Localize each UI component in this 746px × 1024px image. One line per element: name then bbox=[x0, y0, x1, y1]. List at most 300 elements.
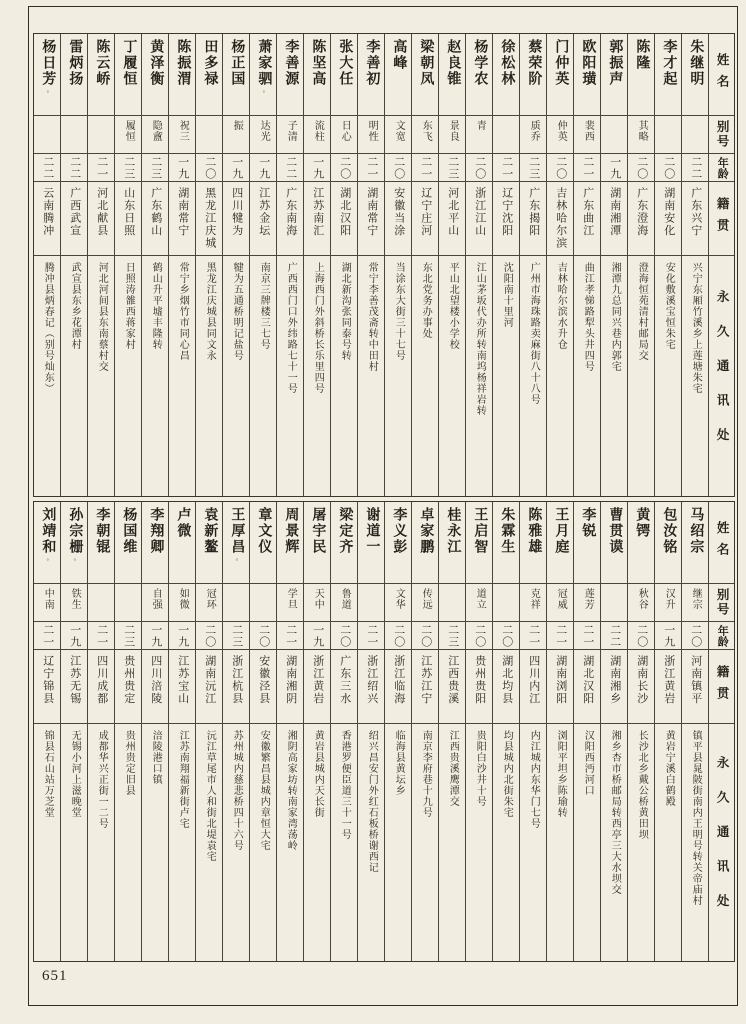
person-name: 陈隆 bbox=[634, 39, 650, 71]
person-column bbox=[519, 34, 546, 496]
name-cell bbox=[547, 34, 573, 116]
alias-cell bbox=[34, 116, 60, 154]
person-column bbox=[303, 34, 330, 496]
alias-cell bbox=[34, 584, 60, 622]
person-age: 二三 bbox=[122, 623, 135, 648]
alias-cell bbox=[277, 116, 303, 154]
person-age: 二一 bbox=[284, 623, 297, 648]
address-cell bbox=[277, 724, 303, 961]
person-name: 陈云峤 bbox=[94, 39, 110, 87]
person-age: 二〇 bbox=[635, 623, 648, 648]
age-cell bbox=[250, 154, 276, 182]
person-age: 二一 bbox=[365, 155, 378, 180]
native-place-cell bbox=[412, 650, 438, 724]
person-alias: 冠环 bbox=[204, 588, 216, 610]
age-cell bbox=[331, 622, 357, 650]
person-age: 二二 bbox=[284, 155, 297, 180]
person-age: 二〇 bbox=[419, 623, 432, 648]
native-place-cell bbox=[331, 182, 357, 256]
name-cell bbox=[250, 502, 276, 584]
person-address: 上海西门外斜桥长乐里四号 bbox=[312, 262, 324, 394]
age-cell bbox=[466, 154, 492, 182]
person-age: 二一 bbox=[365, 623, 378, 648]
person-address: 武宣县东乡花潭村 bbox=[69, 262, 81, 350]
person-column bbox=[303, 502, 330, 961]
person-column bbox=[114, 502, 141, 961]
person-column bbox=[411, 502, 438, 961]
person-name: 梁朝凤 bbox=[418, 39, 434, 87]
name-cell bbox=[493, 34, 519, 116]
footnote-mark-icon: ◦ bbox=[43, 555, 53, 564]
native-place-cell bbox=[304, 182, 330, 256]
native-place-cell bbox=[547, 650, 573, 724]
address-cell bbox=[196, 256, 222, 496]
alias-cell bbox=[88, 584, 114, 622]
address-cell bbox=[682, 724, 708, 961]
person-native-place: 江苏金坛 bbox=[257, 187, 270, 237]
person-native-place: 江西贵溪 bbox=[446, 655, 459, 705]
person-address: 临海县黄坛乡 bbox=[393, 730, 405, 796]
native-place-cell bbox=[385, 182, 411, 256]
name-cell bbox=[169, 34, 195, 116]
alias-cell bbox=[331, 584, 357, 622]
person-address: 湘阴高家坊转南家湾荡岭 bbox=[285, 730, 297, 851]
person-age: 二一 bbox=[95, 155, 108, 180]
native-place-cell bbox=[412, 182, 438, 256]
person-age: 二二 bbox=[68, 155, 81, 180]
name-cell bbox=[61, 34, 87, 116]
person-native-place: 四川涪陵 bbox=[149, 655, 162, 705]
footnote-mark-icon: ◦ bbox=[259, 87, 269, 96]
person-native-place: 山东日照 bbox=[122, 187, 135, 237]
alias-cell bbox=[412, 116, 438, 154]
person-alias: 振 bbox=[231, 120, 243, 131]
header-name-label: 姓名 bbox=[715, 521, 730, 564]
person-native-place: 贵州贵定 bbox=[122, 655, 135, 705]
address-cell bbox=[655, 724, 681, 961]
age-cell bbox=[385, 622, 411, 650]
alias-cell bbox=[250, 116, 276, 154]
person-column bbox=[573, 502, 600, 961]
age-cell bbox=[574, 622, 600, 650]
person-address: 沈阳南十里河 bbox=[501, 262, 513, 328]
person-alias: 流柱 bbox=[312, 120, 324, 142]
age-cell bbox=[250, 622, 276, 650]
person-name: 袁新鳌 bbox=[202, 507, 218, 555]
native-place-cell bbox=[169, 182, 195, 256]
alias-cell bbox=[466, 116, 492, 154]
person-column bbox=[330, 502, 357, 961]
header-address-label: 永久通讯处 bbox=[715, 756, 730, 929]
alias-cell bbox=[223, 116, 249, 154]
person-native-place: 湖北汉阳 bbox=[581, 655, 594, 705]
native-place-cell bbox=[358, 650, 384, 724]
person-name: 赵良锥 bbox=[445, 39, 461, 87]
age-cell bbox=[142, 154, 168, 182]
person-age: 二〇 bbox=[203, 155, 216, 180]
age-cell bbox=[628, 622, 654, 650]
alias-cell bbox=[547, 116, 573, 154]
person-alias: 子清 bbox=[285, 120, 297, 142]
person-name: 高峰 bbox=[391, 39, 407, 71]
native-place-cell bbox=[628, 650, 654, 724]
person-address: 内江城内东华门七号 bbox=[528, 730, 540, 829]
person-column bbox=[492, 34, 519, 496]
age-cell bbox=[601, 622, 627, 650]
person-native-place: 湖南长沙 bbox=[635, 655, 648, 705]
name-cell bbox=[574, 502, 600, 584]
native-place-cell bbox=[223, 650, 249, 724]
address-cell bbox=[439, 256, 465, 496]
name-cell bbox=[358, 34, 384, 116]
alias-cell bbox=[385, 584, 411, 622]
person-name: 陈雅雄 bbox=[526, 507, 542, 555]
person-native-place: 安徽当涂 bbox=[392, 187, 405, 237]
person-column bbox=[384, 34, 411, 496]
person-column bbox=[573, 34, 600, 496]
person-age: 二〇 bbox=[473, 155, 486, 180]
name-cell bbox=[304, 502, 330, 584]
native-place-cell bbox=[61, 650, 87, 724]
name-cell bbox=[115, 502, 141, 584]
directory-table-top bbox=[33, 33, 735, 497]
person-native-place: 广东曲江 bbox=[581, 187, 594, 237]
person-name: 徐松林 bbox=[499, 39, 515, 87]
person-column bbox=[34, 34, 60, 496]
address-cell bbox=[385, 724, 411, 961]
address-cell bbox=[34, 724, 60, 961]
person-native-place: 广西武宣 bbox=[68, 187, 81, 237]
person-address: 南京李府巷十九号 bbox=[420, 730, 432, 818]
native-place-cell bbox=[493, 182, 519, 256]
person-alias: 学旦 bbox=[285, 588, 297, 610]
name-cell bbox=[601, 34, 627, 116]
header-native-label: 籍贯 bbox=[715, 665, 730, 708]
person-age: 二一 bbox=[554, 623, 567, 648]
person-column bbox=[141, 34, 168, 496]
person-name: 蔡荣阶 bbox=[526, 39, 542, 87]
native-place-cell bbox=[115, 182, 141, 256]
address-cell bbox=[628, 724, 654, 961]
header-column bbox=[708, 34, 734, 496]
address-cell bbox=[61, 724, 87, 961]
person-address: 南京三牌楼三七号 bbox=[258, 262, 270, 350]
age-cell bbox=[439, 622, 465, 650]
address-cell bbox=[628, 256, 654, 496]
person-age: 二一 bbox=[500, 155, 513, 180]
person-age: 一九 bbox=[608, 155, 621, 180]
alias-cell bbox=[142, 584, 168, 622]
person-column bbox=[249, 34, 276, 496]
name-cell bbox=[655, 34, 681, 116]
person-address: 长沙北乡戴公桥黄田坝 bbox=[636, 730, 648, 840]
person-column bbox=[168, 34, 195, 496]
person-name: 王月庭 bbox=[553, 507, 569, 555]
person-name: 杨正国 bbox=[229, 39, 245, 87]
person-address: 沅江草尾市人和街北堤袁宅 bbox=[204, 730, 216, 862]
person-address: 河北河间县东南蔡村交 bbox=[96, 262, 108, 372]
address-cell bbox=[412, 256, 438, 496]
name-cell bbox=[34, 34, 60, 116]
person-age: 一九 bbox=[176, 155, 189, 180]
alias-cell bbox=[493, 116, 519, 154]
person-age: 二一 bbox=[41, 623, 54, 648]
address-cell bbox=[304, 724, 330, 961]
person-name: 桂永江 bbox=[445, 507, 461, 555]
person-name: 卓家鹏 bbox=[418, 507, 434, 555]
alias-cell bbox=[358, 584, 384, 622]
native-place-cell bbox=[250, 650, 276, 724]
alias-cell bbox=[142, 116, 168, 154]
alias-cell bbox=[61, 116, 87, 154]
person-alias: 质乔 bbox=[528, 120, 540, 142]
person-name: 谢道一 bbox=[364, 507, 380, 555]
alias-cell bbox=[574, 584, 600, 622]
name-cell bbox=[304, 34, 330, 116]
age-cell bbox=[493, 622, 519, 650]
person-column bbox=[465, 34, 492, 496]
person-age: 二三 bbox=[446, 623, 459, 648]
person-name: 田多禄 bbox=[202, 39, 218, 87]
name-cell bbox=[34, 502, 60, 584]
person-column bbox=[357, 502, 384, 961]
person-name: 萧家驷 bbox=[256, 39, 272, 87]
person-column bbox=[681, 34, 708, 496]
age-cell bbox=[358, 154, 384, 182]
person-alias: 莲芳 bbox=[582, 588, 594, 610]
name-cell bbox=[88, 502, 114, 584]
person-address: 东北党务办事处 bbox=[420, 262, 432, 339]
person-native-place: 浙江黄岩 bbox=[662, 655, 675, 705]
person-alias: 自强 bbox=[150, 588, 162, 610]
person-native-place: 四川成都 bbox=[95, 655, 108, 705]
person-alias: 继宗 bbox=[690, 588, 702, 610]
alias-cell bbox=[196, 584, 222, 622]
native-place-cell bbox=[358, 182, 384, 256]
person-age: 二〇 bbox=[203, 623, 216, 648]
person-column bbox=[114, 34, 141, 496]
person-column bbox=[60, 34, 87, 496]
alias-cell bbox=[493, 584, 519, 622]
name-cell bbox=[115, 34, 141, 116]
native-place-cell bbox=[493, 650, 519, 724]
person-address: 香港罗便臣道三十一号 bbox=[339, 730, 351, 840]
person-native-place: 湖南常宁 bbox=[176, 187, 189, 237]
header-age-cell bbox=[709, 622, 734, 650]
person-native-place: 辽宁沈阳 bbox=[500, 187, 513, 237]
person-age: 二一 bbox=[419, 155, 432, 180]
person-native-place: 湖南常宁 bbox=[365, 187, 378, 237]
alias-cell bbox=[439, 584, 465, 622]
person-name: 包汝铭 bbox=[661, 507, 677, 555]
person-age: 二三 bbox=[527, 155, 540, 180]
age-cell bbox=[358, 622, 384, 650]
person-address: 贵阳白沙井十号 bbox=[474, 730, 486, 807]
person-native-place: 广东三水 bbox=[338, 655, 351, 705]
person-alias: 达光 bbox=[258, 120, 270, 142]
person-column bbox=[492, 502, 519, 961]
person-name: 李才起 bbox=[661, 39, 677, 87]
age-cell bbox=[304, 154, 330, 182]
person-address: 江苏南翔福新街卢宅 bbox=[177, 730, 189, 829]
name-cell bbox=[61, 502, 87, 584]
address-cell bbox=[574, 256, 600, 496]
person-name: 李善源 bbox=[283, 39, 299, 87]
person-address: 安化敷溪宝恒朱宅 bbox=[663, 262, 675, 350]
address-cell bbox=[493, 256, 519, 496]
age-cell bbox=[223, 622, 249, 650]
native-place-cell bbox=[682, 182, 708, 256]
age-cell bbox=[439, 154, 465, 182]
native-place-cell bbox=[88, 650, 114, 724]
person-column bbox=[249, 502, 276, 961]
age-cell bbox=[196, 154, 222, 182]
footnote-mark-icon: ◦ bbox=[232, 555, 242, 564]
native-place-cell bbox=[61, 182, 87, 256]
alias-cell bbox=[520, 116, 546, 154]
header-alias-label: 别号 bbox=[715, 120, 730, 149]
address-cell bbox=[655, 256, 681, 496]
person-alias: 青 bbox=[474, 120, 486, 131]
name-cell bbox=[412, 502, 438, 584]
person-column bbox=[627, 502, 654, 961]
person-alias: 如微 bbox=[177, 588, 189, 610]
person-column bbox=[87, 502, 114, 961]
person-age: 二二 bbox=[689, 155, 702, 180]
address-cell bbox=[223, 724, 249, 961]
name-cell bbox=[385, 34, 411, 116]
name-cell bbox=[331, 502, 357, 584]
native-place-cell bbox=[682, 650, 708, 724]
age-cell bbox=[574, 154, 600, 182]
address-cell bbox=[196, 724, 222, 961]
person-native-place: 吉林哈尔滨 bbox=[554, 187, 567, 250]
address-cell bbox=[439, 724, 465, 961]
header-address-label: 永久通讯处 bbox=[715, 289, 730, 463]
header-alias-label: 别号 bbox=[715, 588, 730, 617]
person-alias: 铁生 bbox=[69, 588, 81, 610]
header-address-cell bbox=[709, 256, 734, 496]
alias-cell bbox=[655, 116, 681, 154]
person-name: 梁定齐 bbox=[337, 507, 353, 555]
person-name: 欧阳璜 bbox=[580, 39, 596, 87]
person-address: 腾冲县炳春记（别号灿东） bbox=[42, 262, 54, 394]
person-native-place: 江苏江宁 bbox=[419, 655, 432, 705]
native-place-cell bbox=[574, 650, 600, 724]
address-cell bbox=[385, 256, 411, 496]
header-name-cell bbox=[709, 34, 734, 116]
header-address-cell bbox=[709, 724, 734, 961]
person-address: 绍兴昌安门外红石板桥谢西记 bbox=[366, 730, 378, 873]
native-place-cell bbox=[304, 650, 330, 724]
native-place-cell bbox=[34, 182, 60, 256]
alias-cell bbox=[601, 116, 627, 154]
person-column bbox=[519, 502, 546, 961]
person-native-place: 湖南沅江 bbox=[203, 655, 216, 705]
person-address: 江山茅坂代办所转南坞杨祥岩转 bbox=[474, 262, 486, 416]
person-address: 日照涛雒西蒋家村 bbox=[123, 262, 135, 350]
native-place-cell bbox=[34, 650, 60, 724]
name-cell bbox=[196, 502, 222, 584]
address-cell bbox=[169, 724, 195, 961]
native-place-cell bbox=[628, 182, 654, 256]
person-address: 苏州城内慈悲桥四十六号 bbox=[231, 730, 243, 851]
person-column bbox=[438, 34, 465, 496]
person-age: 一九 bbox=[176, 623, 189, 648]
alias-cell bbox=[88, 116, 114, 154]
person-alias: 其略 bbox=[636, 120, 648, 142]
person-age: 二一 bbox=[581, 623, 594, 648]
address-cell bbox=[358, 724, 384, 961]
age-cell bbox=[61, 622, 87, 650]
age-cell bbox=[682, 154, 708, 182]
name-cell bbox=[682, 502, 708, 584]
person-native-place: 浙江临海 bbox=[392, 655, 405, 705]
alias-cell bbox=[169, 584, 195, 622]
person-native-place: 湖南浏阳 bbox=[554, 655, 567, 705]
alias-cell bbox=[331, 116, 357, 154]
person-column bbox=[681, 502, 708, 961]
native-place-cell bbox=[196, 650, 222, 724]
person-name: 孙宗栅 bbox=[67, 507, 83, 555]
native-place-cell bbox=[547, 182, 573, 256]
person-column bbox=[654, 502, 681, 961]
address-cell bbox=[169, 256, 195, 496]
person-native-place: 湖北均县 bbox=[500, 655, 513, 705]
name-cell bbox=[169, 502, 195, 584]
person-alias: 文宽 bbox=[393, 120, 405, 142]
person-address: 镇平县晁陂街南内王明号转关帝庙村 bbox=[690, 730, 702, 906]
address-cell bbox=[466, 724, 492, 961]
person-alias: 仲英 bbox=[555, 120, 567, 142]
age-cell bbox=[655, 622, 681, 650]
person-name: 李翔卿 bbox=[148, 507, 164, 555]
address-cell bbox=[493, 724, 519, 961]
alias-cell bbox=[682, 116, 708, 154]
native-place-cell bbox=[169, 650, 195, 724]
person-address: 广州市海珠路卖麻街八十八号 bbox=[528, 262, 540, 405]
person-column bbox=[600, 502, 627, 961]
person-alias: 明性 bbox=[366, 120, 378, 142]
name-cell bbox=[358, 502, 384, 584]
person-age: 二二 bbox=[608, 623, 621, 648]
person-native-place: 湖南湘阴 bbox=[284, 655, 297, 705]
age-cell bbox=[277, 154, 303, 182]
person-age: 二〇 bbox=[257, 623, 270, 648]
person-column bbox=[60, 502, 87, 961]
native-place-cell bbox=[466, 182, 492, 256]
native-place-cell bbox=[88, 182, 114, 256]
person-column bbox=[276, 502, 303, 961]
alias-cell bbox=[466, 584, 492, 622]
person-alias: 秋谷 bbox=[636, 588, 648, 610]
alias-cell bbox=[223, 584, 249, 622]
address-cell bbox=[277, 256, 303, 496]
person-column bbox=[141, 502, 168, 961]
age-cell bbox=[196, 622, 222, 650]
header-age-cell bbox=[709, 154, 734, 182]
directory-table-bottom bbox=[33, 501, 735, 962]
name-cell bbox=[682, 34, 708, 116]
native-place-cell bbox=[385, 650, 411, 724]
alias-cell bbox=[574, 116, 600, 154]
header-name-cell bbox=[709, 502, 734, 584]
person-alias: 天中 bbox=[312, 588, 324, 610]
age-cell bbox=[115, 622, 141, 650]
person-native-place: 湖南安化 bbox=[662, 187, 675, 237]
address-cell bbox=[115, 724, 141, 961]
person-alias: 传远 bbox=[420, 588, 432, 610]
